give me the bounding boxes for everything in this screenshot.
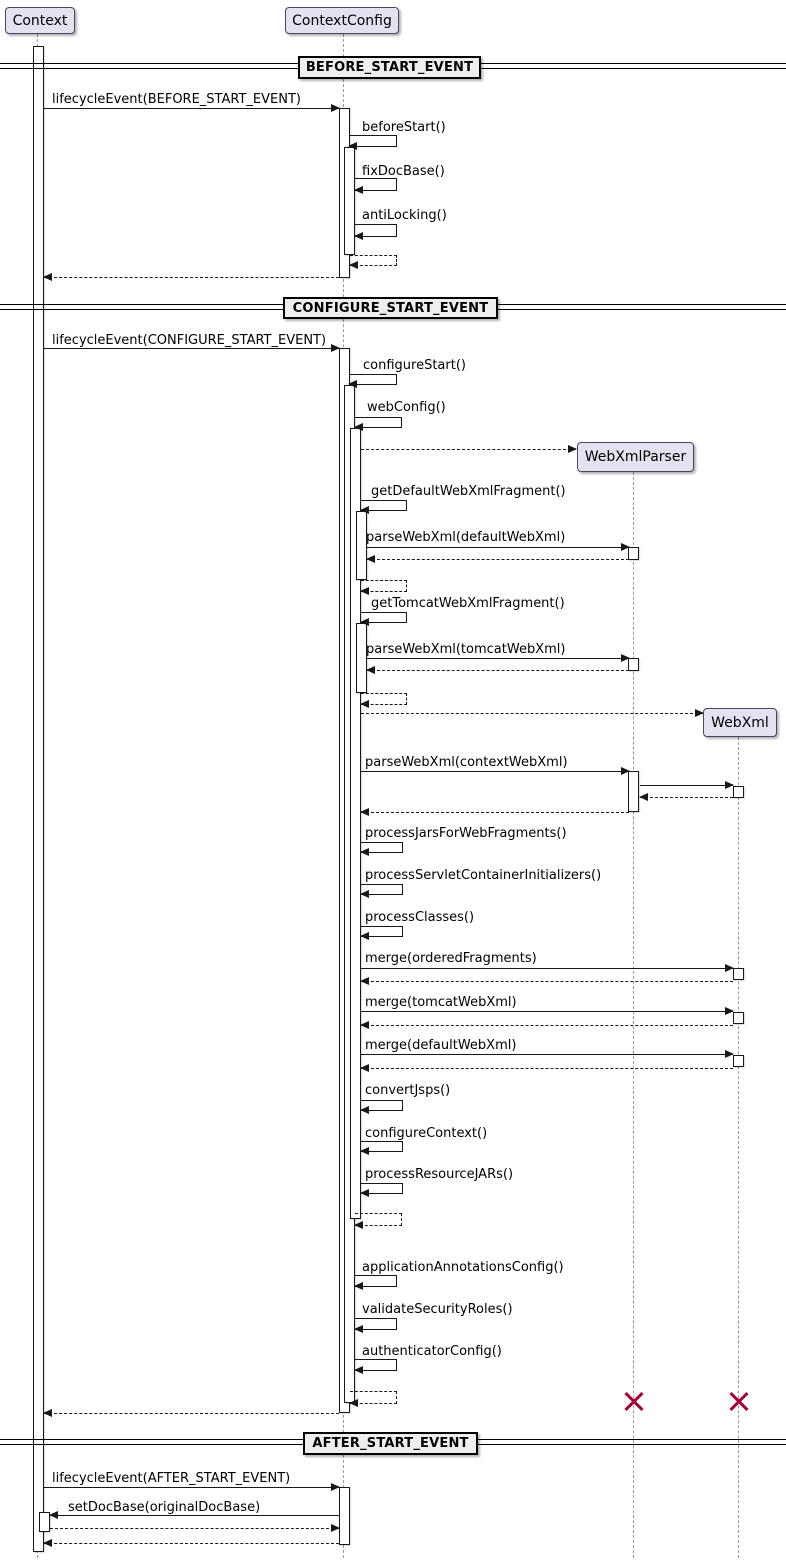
- divider-label-configure: CONFIGURE_START_EVENT: [292, 300, 489, 316]
- message-label-convert-jsps: convertJsps(): [365, 1083, 451, 1098]
- message-label-process-classes: processClasses(): [365, 910, 475, 925]
- divider-label-before: BEFORE_START_EVENT: [305, 60, 474, 75]
- arrow-lifecycle-after: [44, 1487, 339, 1488]
- self-call-web-config: [355, 417, 402, 428]
- message-label-parse-tomcat: parseWebXml(tomcatWebXml): [366, 642, 566, 657]
- message-label-merge-tomcat: merge(tomcatWebXml): [365, 995, 517, 1010]
- message-label-parse-context: parseWebXml(contextWebXml): [365, 755, 568, 770]
- divider-configure-start-event: [283, 297, 498, 319]
- return-arrow-lifecycle-configure: [44, 1413, 339, 1414]
- return-arrow-merge-ordered: [361, 981, 733, 982]
- arrow-parse-default: [367, 547, 629, 548]
- self-call-convert-jsps: [361, 1100, 403, 1111]
- self-call-app-annotations: [355, 1275, 397, 1287]
- message-label-merge-default: merge(defaultWebXml): [365, 1038, 517, 1053]
- return-arrow-merge-default: [361, 1068, 733, 1069]
- message-label-lifecycle-configure: lifecycleEvent(CONFIGURE_START_EVENT): [52, 333, 327, 348]
- self-call-validate-security-roles: [355, 1318, 397, 1330]
- create-arrow-web-xml-parser: [361, 449, 576, 450]
- activation-webxml-merge-tomcat: [733, 1012, 744, 1024]
- return-arrow-lifecycle-after: [44, 1543, 339, 1544]
- participant-label-context: Context: [12, 12, 68, 29]
- message-label-anti-locking: antiLocking(): [362, 208, 447, 223]
- return-arrow-lifecycle-before: [44, 277, 339, 278]
- self-return-default-fragment: [361, 580, 407, 592]
- activation-config-tomcat-fragment: [356, 623, 367, 693]
- message-label-validate-security-roles: validateSecurityRoles(): [362, 1302, 513, 1317]
- arrow-parse-context: [361, 771, 629, 772]
- message-label-configure-context: configureContext(): [365, 1126, 488, 1141]
- message-label-parse-default: parseWebXml(defaultWebXml): [366, 530, 566, 545]
- message-label-merge-ordered: merge(orderedFragments): [365, 951, 537, 966]
- return-arrow-parse-context: [361, 812, 629, 813]
- self-call-anti-locking: [355, 224, 397, 237]
- self-call-get-tomcat-fragment: [361, 612, 407, 623]
- arrow-set-doc-base: [50, 1515, 339, 1516]
- self-call-configure-context: [361, 1141, 403, 1152]
- participant-box-web-xml: [703, 708, 777, 737]
- participant-box-context: [5, 7, 75, 34]
- return-arrow-merge-tomcat: [361, 1025, 733, 1026]
- self-call-process-jars: [361, 842, 403, 853]
- divider-before-start-event: [298, 56, 481, 79]
- lifeline-web-xml: [738, 737, 739, 1558]
- message-label-process-jars: processJarsForWebFragments(): [365, 826, 567, 841]
- arrow-parse-tomcat: [367, 658, 629, 659]
- message-label-fix-doc-base: fixDocBase(): [362, 164, 445, 179]
- message-label-lifecycle-before: lifecycleEvent(BEFORE_START_EVENT): [52, 92, 301, 107]
- message-label-configure-start: configureStart(): [363, 358, 466, 373]
- return-arrow-parse-default: [367, 559, 629, 560]
- participant-box-context-config: [285, 7, 399, 34]
- return-arrow-set-doc-base: [50, 1528, 339, 1529]
- self-return-before-inner: [350, 255, 397, 266]
- activation-parser-parse-context: [628, 771, 639, 812]
- arrow-merge-ordered: [361, 968, 733, 969]
- message-label-app-annotations: applicationAnnotationsConfig(): [362, 1260, 564, 1275]
- self-return-web-config: [355, 1213, 402, 1226]
- message-label-web-config: webConfig(): [367, 400, 446, 415]
- activation-webxml-merge-ordered: [733, 968, 744, 980]
- arrow-merge-tomcat: [361, 1011, 733, 1012]
- message-label-lifecycle-after: lifecycleEvent(AFTER_START_EVENT): [52, 1471, 291, 1486]
- participant-label-context-config: ContextConfig: [292, 12, 392, 29]
- participant-label-web-xml: WebXml: [711, 714, 769, 731]
- message-label-set-doc-base: setDocBase(originalDocBase): [68, 1500, 261, 1515]
- message-label-get-default-fragment: getDefaultWebXmlFragment(): [371, 484, 566, 499]
- self-call-fix-doc-base: [355, 178, 397, 191]
- activation-webxml-parse-context: [733, 786, 744, 798]
- activation-webxml-merge-default: [733, 1055, 744, 1067]
- self-call-before-start: [349, 135, 397, 147]
- self-call-process-classes: [361, 926, 403, 937]
- message-label-authenticator-config: authenticatorConfig(): [362, 1344, 502, 1359]
- divider-after-start-event: [303, 1432, 478, 1455]
- message-label-process-sci: processServletContainerInitializers(): [365, 868, 602, 883]
- activation-context-main: [33, 46, 44, 1552]
- message-label-get-tomcat-fragment: getTomcatWebXmlFragment(): [371, 596, 565, 611]
- activation-config-after: [339, 1487, 350, 1545]
- return-arrow-webxml-to-parser: [640, 797, 733, 798]
- self-call-process-resource-jars: [361, 1183, 403, 1194]
- message-label-process-resource-jars: processResourceJARs(): [365, 1167, 514, 1182]
- return-arrow-parse-tomcat: [367, 670, 629, 671]
- arrow-lifecycle-before: [44, 108, 339, 109]
- self-return-tomcat-fragment: [361, 693, 407, 705]
- divider-label-after: AFTER_START_EVENT: [312, 1436, 469, 1451]
- message-label-before-start: beforeStart(): [362, 120, 446, 135]
- participant-label-web-xml-parser: WebXmlParser: [584, 449, 687, 465]
- arrow-parser-to-webxml: [640, 785, 733, 786]
- participant-box-web-xml-parser: [577, 442, 694, 472]
- self-call-authenticator-config: [355, 1359, 397, 1371]
- self-call-get-default-fragment: [361, 500, 407, 511]
- self-call-process-sci: [361, 884, 403, 895]
- arrow-lifecycle-configure: [44, 348, 339, 349]
- self-return-configure-start: [350, 1391, 397, 1404]
- create-arrow-web-xml: [361, 713, 703, 714]
- arrow-merge-default: [361, 1054, 733, 1055]
- destroy-x-icon-web-xml: [727, 1389, 751, 1413]
- self-call-configure-start: [349, 374, 397, 385]
- destroy-x-icon-web-xml-parser: [622, 1389, 646, 1413]
- activation-config-default-fragment: [356, 511, 367, 580]
